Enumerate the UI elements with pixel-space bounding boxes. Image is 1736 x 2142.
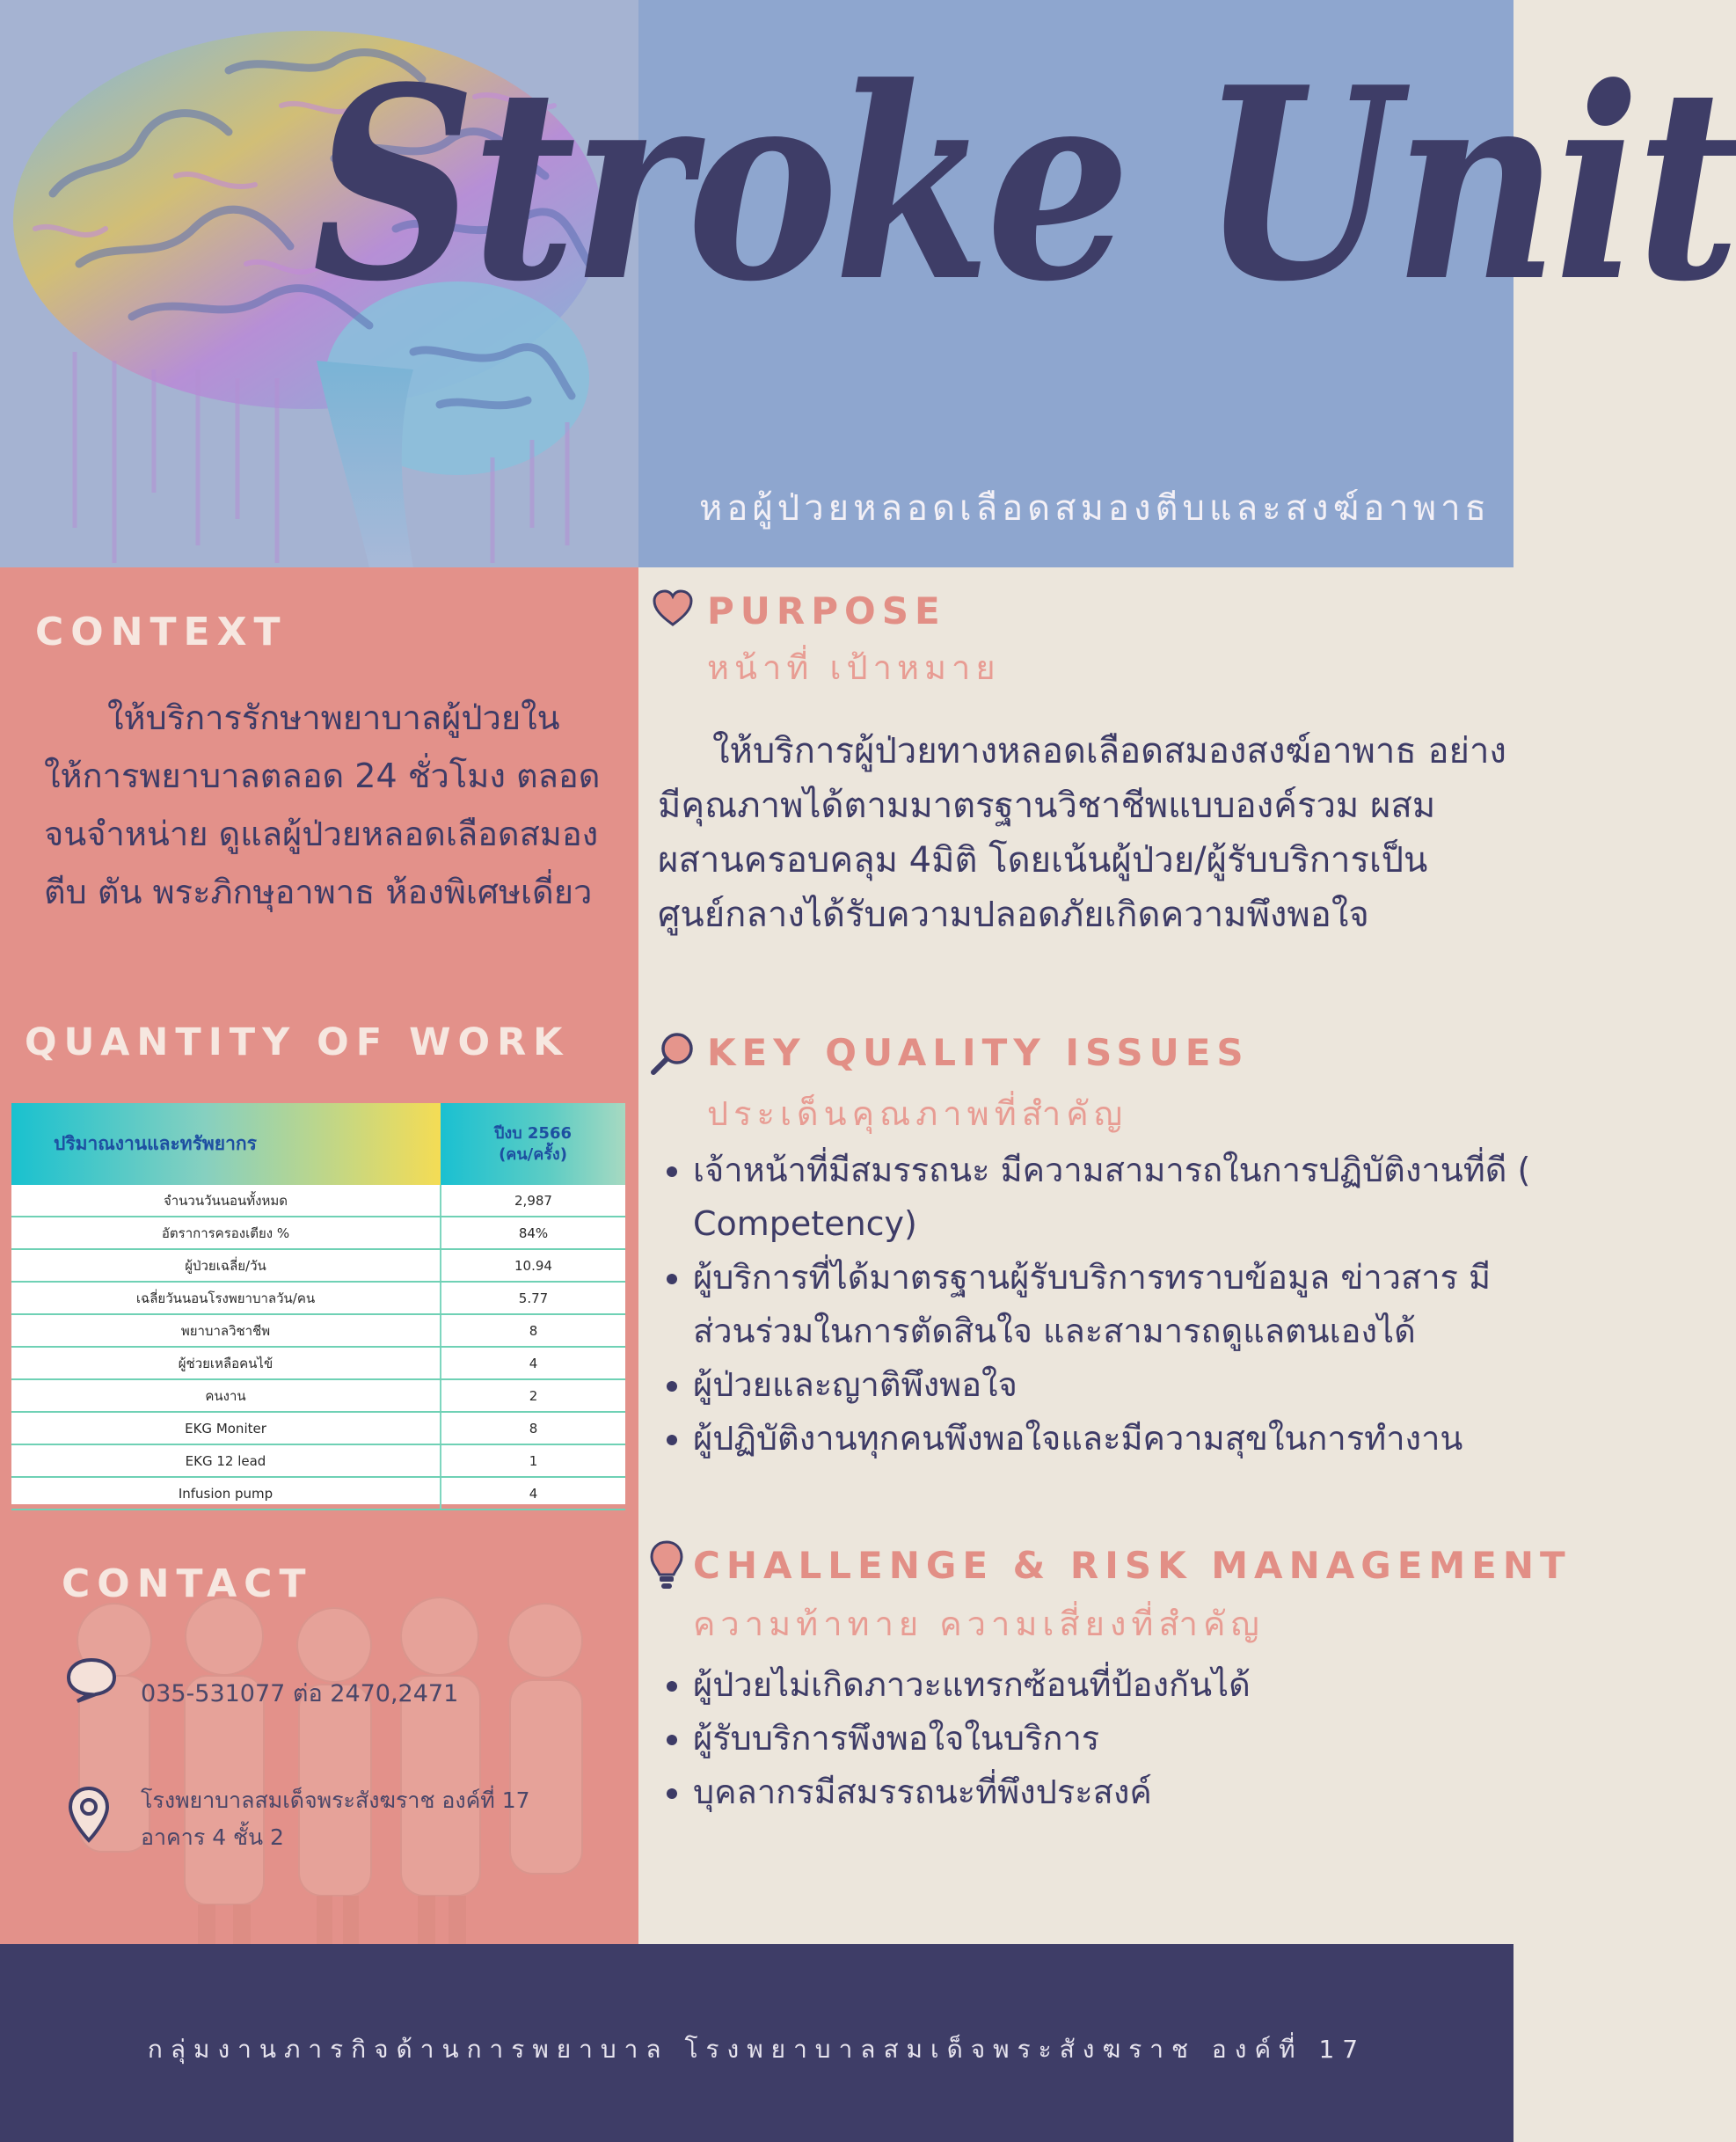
footer-text: กลุ่มงานภารกิจด้านการพยาบาล โรงพยาบาลสมเด็จพระสังฆราช องค์ที่ 17 <box>147 2035 1367 2064</box>
list-item: • ผู้ป่วยไม่เกิดภาวะแทรกซ้อนที่ป้องกันได้ <box>693 1658 1542 1712</box>
table-row <box>11 1477 625 1510</box>
row-value: 8 <box>441 1412 625 1444</box>
list-item: • เจ้าหน้าที่มีสมรรถนะ มีความสามารถในการปฏิบัติงานที่ดี ( Competency) <box>693 1144 1542 1251</box>
quantity-heading: QUANTITY OF WORK <box>25 1020 570 1064</box>
list-item: • ผู้รับบริการพึงพอใจในบริการ <box>693 1712 1542 1766</box>
context-text: ให้บริการรักษาพยาบาลผู้ป่วยใน ให้การพยาบาลตลอด 24 ชั่วโมง ตลอดจนจำหน่าย ดูแลผู้ป่วยหลอดเลือดสมองตีบ ตัน พระภิกษุอาพาธ ห้องพิเศษเดี่ยว <box>44 698 601 911</box>
table-row <box>11 1412 625 1444</box>
left-column <box>0 567 638 1944</box>
list-item: • ผู้ป่วยและญาติพึงพอใจ <box>693 1358 1542 1412</box>
row-value: 4 <box>441 1477 625 1510</box>
list-item: • ผู้บริการที่ได้มาตรฐานผู้รับบริการทราบข้อมูล ข่าวสาร มีส่วนร่วมในการตัดสินใจ และสามารถดูแลตนเองได้ <box>693 1251 1542 1358</box>
row-label: ผู้ป่วยเฉลี่ย/วัน <box>11 1249 441 1282</box>
row-label: จำนวนวันนอนทั้งหมด <box>11 1185 441 1217</box>
fiscal-year-label: ปีงบ 2566 <box>493 1123 572 1143</box>
contact-address-line2: อาคาร 4 ชั้น 2 <box>141 1824 284 1850</box>
row-label: Infusion pump <box>11 1477 441 1510</box>
row-label: อัตราการครองเตียง % <box>11 1217 441 1249</box>
row-value: 84% <box>441 1217 625 1249</box>
lightbulb-icon <box>649 1539 684 1592</box>
row-value: 10.94 <box>441 1249 625 1282</box>
footer-band <box>0 1944 1514 2142</box>
map-pin-icon <box>67 1786 111 1844</box>
challenge-heading: CHALLENGE & RISK MANAGEMENT <box>693 1544 1572 1587</box>
contact-address-line1: โรงพยาบาลสมเด็จพระสังฆราช องค์ที่ 17 <box>141 1787 530 1813</box>
contact-heading: CONTACT <box>62 1561 313 1606</box>
search-icon <box>649 1031 695 1077</box>
table-row <box>11 1379 625 1412</box>
medical-staff-illustration <box>53 1588 598 1957</box>
table-row <box>11 1185 625 1217</box>
fiscal-year-unit: (คน/ครั้ง) <box>499 1144 567 1164</box>
contact-phone[interactable]: 035-531077 ต่อ 2470,2471 <box>141 1680 459 1707</box>
table-row <box>11 1217 625 1249</box>
purpose-heading: PURPOSE <box>707 589 946 632</box>
row-label: EKG 12 lead <box>11 1444 441 1477</box>
key-quality-list <box>654 1144 1542 1466</box>
table-row <box>11 1347 625 1379</box>
key-quality-subheading: ประเด็นคุณภาพที่สำคัญ <box>707 1094 1128 1133</box>
table-row <box>11 1314 625 1347</box>
purpose-text: ให้บริการผู้ป่วยทางหลอดเลือดสมองสงฆ์อาพาธ อย่างมีคุณภาพได้ตามมาตรฐานวิชาชีพแบบองค์รวม ผสมผสานครอบคลุม 4มิติ โดยเน้นผู้ป่วย/ผู้รับบริการเป็นศูนย์กลางได้รับความปลอดภัยเกิดความพึงพอใจ <box>658 731 1506 935</box>
workload-table <box>11 1103 625 1504</box>
row-value: 5.77 <box>441 1282 625 1314</box>
table-header-resources: ปริมาณงานและทรัพยากร <box>11 1103 441 1185</box>
row-label: ผู้ช่วยเหลือคนไข้ <box>11 1347 441 1379</box>
table-header-fiscal-year <box>441 1103 625 1185</box>
row-label: พยาบาลวิชาชีพ <box>11 1314 441 1347</box>
list-item: • ผู้ปฏิบัติงานทุกคนพึงพอใจและมีความสุขในการทำงาน <box>693 1412 1542 1466</box>
page-title: Stroke Unit <box>312 29 1736 340</box>
row-value: 2 <box>441 1379 625 1412</box>
key-quality-heading: KEY QUALITY ISSUES <box>707 1031 1250 1074</box>
table-row <box>11 1444 625 1477</box>
purpose-subheading: หน้าที่ เป้าหมาย <box>707 648 1001 687</box>
right-column <box>638 567 1572 1944</box>
row-label: EKG Moniter <box>11 1412 441 1444</box>
context-heading: CONTEXT <box>35 610 288 654</box>
chat-bubble-icon <box>65 1656 118 1704</box>
row-label: คนงาน <box>11 1379 441 1412</box>
row-value: 8 <box>441 1314 625 1347</box>
heart-icon <box>652 589 694 628</box>
challenge-list <box>654 1658 1542 1819</box>
challenge-subheading: ความท้าทาย ความเสี่ยงที่สำคัญ <box>693 1605 1265 1643</box>
table-row <box>11 1282 625 1314</box>
table-header-row <box>11 1103 625 1185</box>
page-subtitle: หอผู้ป่วยหลอดเลือดสมองตีบและสงฆ์อาพาธ <box>698 488 1491 529</box>
row-value: 4 <box>441 1347 625 1379</box>
row-value: 1 <box>441 1444 625 1477</box>
row-label: เฉลี่ยวันนอนโรงพยาบาลวัน/คน <box>11 1282 441 1314</box>
table-row <box>11 1249 625 1282</box>
row-value: 2,987 <box>441 1185 625 1217</box>
list-item: • บุคลากรมีสมรรถนะที่พึงประสงค์ <box>693 1766 1542 1819</box>
